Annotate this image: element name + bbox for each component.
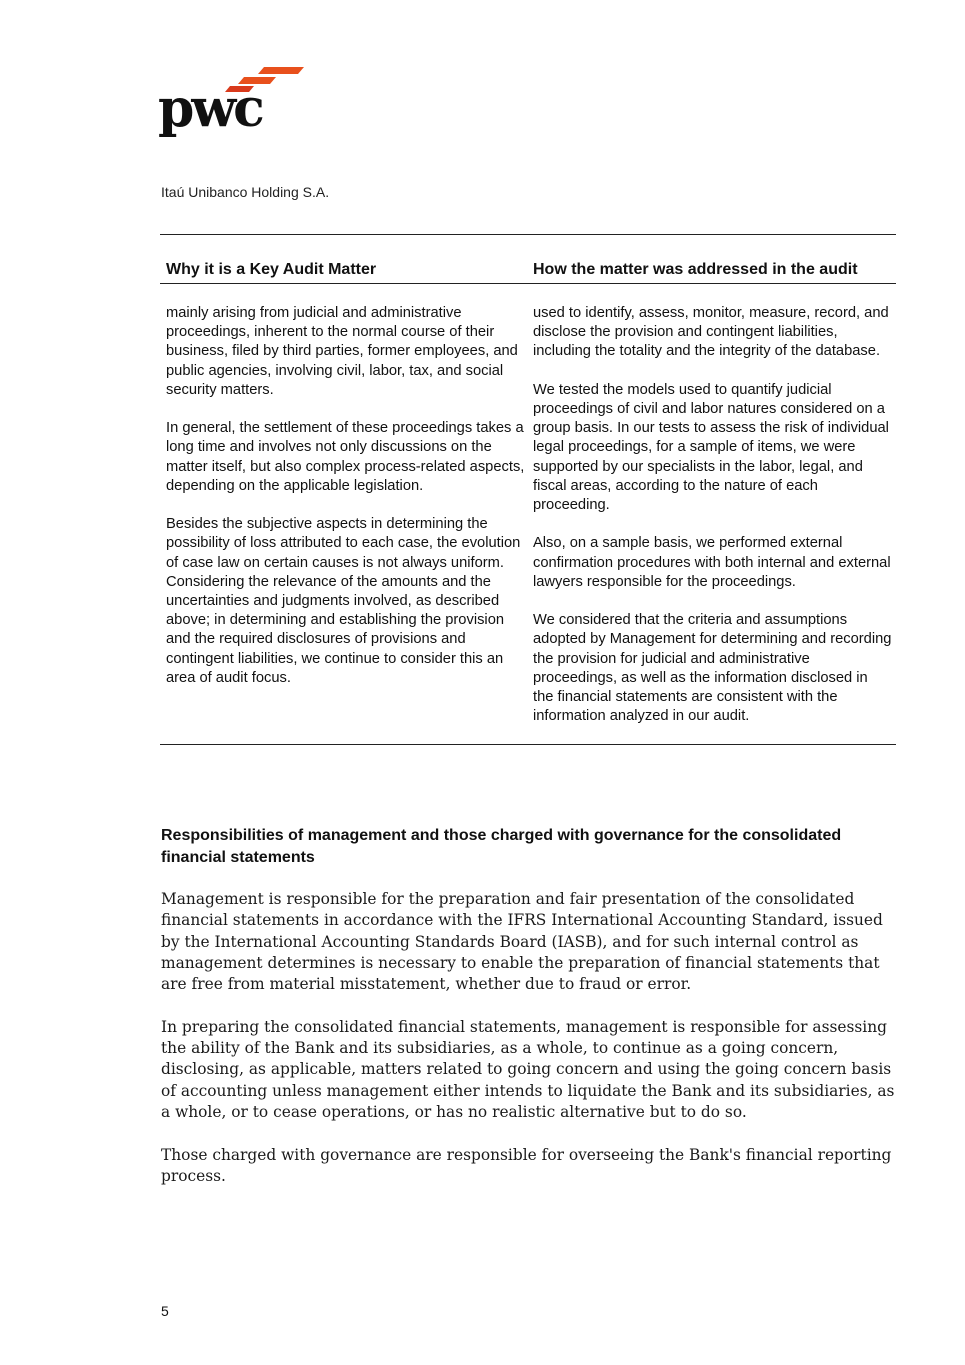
key-audit-matter-table	[160, 234, 896, 745]
logo-wordmark: pwc	[158, 78, 262, 139]
why-paragraph: mainly arising from judicial and administrative proceedings, inherent to the normal course of their business, filed by third parties, former employees, and public agencies, involving civil, labor, tax, and social security matters.	[166, 305, 518, 398]
table-body-row	[160, 284, 896, 744]
column-header-why: Why it is a Key Audit Matter	[166, 261, 377, 278]
how-paragraph: We tested the models used to quantify judicial proceedings of civil and labor natures considered on a group basis. In our tests to assess the risk of individual legal proceedings, for a sample of items, we were supported by our specialists in the labor, legal, and fiscal areas, according to the nature of each proceeding.	[533, 381, 889, 514]
column-header-how: How the matter was addressed in the audit	[533, 261, 858, 278]
responsibilities-paragraph: Those charged with governance are responsible for overseeing the Bank's financial reporting process.	[161, 1145, 892, 1185]
responsibilities-body	[161, 889, 896, 1208]
responsibilities-paragraph: Management is responsible for the preparation and fair presentation of the consolidated financial statements in accordance with the IFRS International Accounting Standard, issued by the International Accounting Standards Board (IASB), and for such internal control as management determines is necessary to enable the preparation of financial statements that are free from material misstatement, whether due to fraud or error.	[161, 890, 883, 994]
page-number: 5	[161, 1303, 169, 1319]
how-paragraph: Also, on a sample basis, we performed external confirmation procedures with both internal and external lawyers responsible for the proceedings.	[533, 535, 891, 590]
how-column	[527, 304, 896, 726]
responsibilities-heading: Responsibilities of management and those charged with governance for the consolidated financial statements	[161, 827, 842, 866]
pwc-logo	[158, 64, 308, 142]
responsibilities-paragraph: In preparing the consolidated financial statements, management is responsible for assessing the ability of the Bank and its subsidiaries, as a whole, to continue as a going concern, disclosing, as applicable, matters related to going concern and using the going concern basis of accounting unless management either intends to liquidate the Bank and its subsidiaries, as a whole, or to cease operations, or has no realistic alternative but to do so.	[161, 1017, 895, 1121]
table-header-row	[160, 235, 896, 284]
how-paragraph: used to identify, assess, monitor, measure, record, and disclose the provision and contingent liabilities, including the totality and the integrity of the database.	[533, 305, 889, 360]
logo-accent-bar-top	[258, 67, 304, 74]
why-paragraph: In general, the settlement of these proceedings takes a long time and involves not only discussions on the matter itself, but also complex process-related aspects, depending on the applicable legislation.	[166, 420, 525, 494]
company-name: Itaú Unibanco Holding S.A.	[161, 184, 330, 200]
why-paragraph: Besides the subjective aspects in determining the possibility of loss attributed to each case, the evolution of case law on certain causes is not always uniform. Considering the relevance of the amounts and the uncertainties and judgments involved, as described above; in determining and establishing the provision and the required disclosures of provisions and contingent liabilities, we continue to consider this an area of audit focus.	[166, 516, 521, 686]
how-paragraph: We considered that the criteria and assumptions adopted by Management for determining and recording the provision for judicial and administrative proceedings, as well as the information disclosed in the financial statements are consistent with the information analyzed in our audit.	[533, 612, 892, 725]
why-column	[160, 304, 527, 726]
